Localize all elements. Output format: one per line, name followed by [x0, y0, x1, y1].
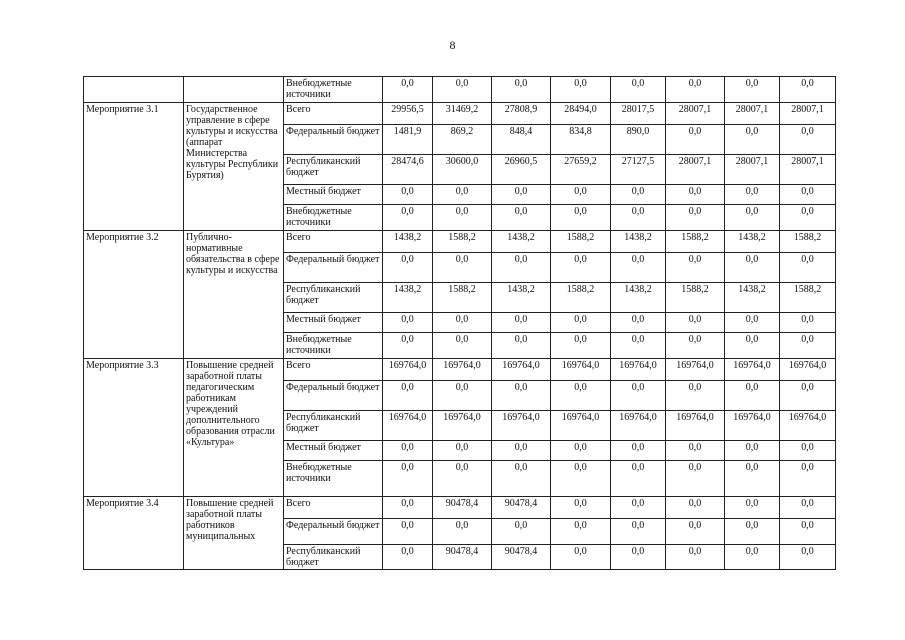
amount-cell: 28007,1 [725, 103, 780, 125]
amount-cell: 0,0 [611, 77, 666, 103]
measure-description [184, 77, 284, 103]
funding-source: Республиканский бюджет [284, 155, 383, 185]
table-row [84, 231, 836, 253]
amount-cell: 0,0 [666, 545, 725, 570]
amount-cell: 0,0 [383, 313, 433, 333]
amount-cell: 0,0 [551, 77, 611, 103]
amount-cell: 0,0 [725, 519, 780, 545]
amount-cell: 29956,5 [383, 103, 433, 125]
amount-cell: 0,0 [666, 441, 725, 461]
amount-cell: 169764,0 [666, 411, 725, 441]
amount-cell: 0,0 [551, 185, 611, 205]
amount-cell: 0,0 [383, 441, 433, 461]
amount-cell: 0,0 [492, 205, 551, 231]
amount-cell: 0,0 [780, 313, 836, 333]
amount-cell: 0,0 [433, 253, 492, 283]
amount-cell: 0,0 [725, 205, 780, 231]
amount-cell: 31469,2 [433, 103, 492, 125]
amount-cell: 1588,2 [666, 283, 725, 313]
amount-cell: 0,0 [433, 333, 492, 359]
amount-cell: 0,0 [551, 461, 611, 497]
funding-source: Всего [284, 103, 383, 125]
amount-cell: 27808,9 [492, 103, 551, 125]
amount-cell: 0,0 [383, 519, 433, 545]
amount-cell: 169764,0 [780, 359, 836, 381]
amount-cell: 0,0 [433, 185, 492, 205]
amount-cell: 1588,2 [433, 231, 492, 253]
amount-cell: 26960,5 [492, 155, 551, 185]
amount-cell: 0,0 [780, 519, 836, 545]
amount-cell: 0,0 [780, 461, 836, 497]
amount-cell: 0,0 [666, 77, 725, 103]
amount-cell: 0,0 [492, 381, 551, 411]
amount-cell: 28007,1 [780, 103, 836, 125]
amount-cell: 0,0 [725, 497, 780, 519]
amount-cell: 1588,2 [551, 283, 611, 313]
amount-cell: 0,0 [666, 125, 725, 155]
amount-cell: 0,0 [666, 461, 725, 497]
amount-cell: 1588,2 [551, 231, 611, 253]
table-row [84, 103, 836, 125]
amount-cell: 0,0 [780, 545, 836, 570]
amount-cell: 0,0 [492, 253, 551, 283]
amount-cell: 1588,2 [780, 283, 836, 313]
amount-cell: 169764,0 [433, 359, 492, 381]
amount-cell: 0,0 [725, 545, 780, 570]
amount-cell: 0,0 [725, 461, 780, 497]
amount-cell: 0,0 [551, 441, 611, 461]
amount-cell: 0,0 [383, 497, 433, 519]
budget-table [83, 76, 836, 570]
amount-cell: 0,0 [666, 519, 725, 545]
amount-cell: 0,0 [383, 77, 433, 103]
amount-cell: 0,0 [725, 381, 780, 411]
amount-cell: 90478,4 [492, 497, 551, 519]
amount-cell: 1481,9 [383, 125, 433, 155]
amount-cell: 0,0 [666, 497, 725, 519]
amount-cell: 0,0 [383, 185, 433, 205]
amount-cell: 0,0 [780, 185, 836, 205]
table-row [84, 497, 836, 519]
amount-cell: 169764,0 [383, 359, 433, 381]
amount-cell: 169764,0 [383, 411, 433, 441]
funding-source: Всего [284, 497, 383, 519]
amount-cell: 0,0 [611, 185, 666, 205]
amount-cell: 0,0 [383, 461, 433, 497]
amount-cell: 0,0 [725, 77, 780, 103]
table-row [84, 359, 836, 381]
amount-cell: 0,0 [492, 185, 551, 205]
amount-cell: 0,0 [492, 461, 551, 497]
funding-source: Местный бюджет [284, 441, 383, 461]
amount-cell: 0,0 [780, 441, 836, 461]
measure-label [84, 77, 184, 103]
amount-cell: 28017,5 [611, 103, 666, 125]
amount-cell: 0,0 [611, 461, 666, 497]
amount-cell: 0,0 [780, 205, 836, 231]
amount-cell: 0,0 [551, 519, 611, 545]
amount-cell: 0,0 [611, 381, 666, 411]
amount-cell: 169764,0 [492, 359, 551, 381]
amount-cell: 0,0 [383, 545, 433, 570]
measure-label: Мероприятие 3.1 [84, 103, 184, 231]
funding-source: Республиканский бюджет [284, 545, 383, 570]
amount-cell: 0,0 [383, 205, 433, 231]
funding-source: Всего [284, 231, 383, 253]
amount-cell: 169764,0 [551, 359, 611, 381]
amount-cell: 28007,1 [725, 155, 780, 185]
amount-cell: 0,0 [725, 125, 780, 155]
amount-cell: 1588,2 [433, 283, 492, 313]
amount-cell: 169764,0 [492, 411, 551, 441]
amount-cell: 0,0 [492, 441, 551, 461]
amount-cell: 0,0 [666, 333, 725, 359]
amount-cell: 30600,0 [433, 155, 492, 185]
amount-cell: 90478,4 [492, 545, 551, 570]
amount-cell: 0,0 [611, 205, 666, 231]
amount-cell: 169764,0 [611, 411, 666, 441]
amount-cell: 28007,1 [780, 155, 836, 185]
measure-description: Государственное управление в сфере культуры и искусства (аппарат Министерства культуры Республики Бурятия) [184, 103, 284, 231]
funding-source: Внебюджетные источники [284, 77, 383, 103]
amount-cell: 0,0 [780, 497, 836, 519]
amount-cell: 0,0 [433, 519, 492, 545]
amount-cell: 0,0 [551, 333, 611, 359]
amount-cell: 169764,0 [725, 411, 780, 441]
amount-cell: 0,0 [551, 253, 611, 283]
amount-cell: 0,0 [611, 497, 666, 519]
amount-cell: 0,0 [725, 441, 780, 461]
amount-cell: 0,0 [551, 205, 611, 231]
amount-cell: 0,0 [666, 185, 725, 205]
amount-cell: 169764,0 [725, 359, 780, 381]
amount-cell: 0,0 [725, 253, 780, 283]
amount-cell: 0,0 [551, 381, 611, 411]
page-number: 8 [449, 38, 456, 52]
amount-cell: 1588,2 [780, 231, 836, 253]
amount-cell: 0,0 [551, 313, 611, 333]
amount-cell: 890,0 [611, 125, 666, 155]
amount-cell: 0,0 [780, 77, 836, 103]
amount-cell: 0,0 [433, 77, 492, 103]
funding-source: Федеральный бюджет [284, 381, 383, 411]
amount-cell: 90478,4 [433, 497, 492, 519]
budget-table-body [84, 77, 836, 570]
measure-description: Повышение средней заработной платы работников муниципальных [184, 497, 284, 570]
amount-cell: 0,0 [725, 185, 780, 205]
amount-cell: 1438,2 [725, 283, 780, 313]
amount-cell: 1588,2 [666, 231, 725, 253]
amount-cell: 869,2 [433, 125, 492, 155]
amount-cell: 28007,1 [666, 103, 725, 125]
amount-cell: 27659,2 [551, 155, 611, 185]
amount-cell: 0,0 [492, 77, 551, 103]
amount-cell: 848,4 [492, 125, 551, 155]
measure-description: Повышение средней заработной платы педагогическим работникам учреждений дополнительного образования отрасли «Культура» [184, 359, 284, 497]
funding-source: Федеральный бюджет [284, 253, 383, 283]
funding-source: Федеральный бюджет [284, 519, 383, 545]
amount-cell: 90478,4 [433, 545, 492, 570]
amount-cell: 1438,2 [383, 283, 433, 313]
amount-cell: 0,0 [611, 333, 666, 359]
funding-source: Федеральный бюджет [284, 125, 383, 155]
funding-source: Внебюджетные источники [284, 461, 383, 497]
amount-cell: 0,0 [780, 381, 836, 411]
amount-cell: 169764,0 [666, 359, 725, 381]
amount-cell: 0,0 [551, 545, 611, 570]
funding-source: Местный бюджет [284, 313, 383, 333]
amount-cell: 0,0 [725, 313, 780, 333]
amount-cell: 0,0 [383, 381, 433, 411]
amount-cell: 0,0 [666, 313, 725, 333]
funding-source: Всего [284, 359, 383, 381]
amount-cell: 0,0 [780, 253, 836, 283]
amount-cell: 0,0 [780, 125, 836, 155]
amount-cell: 27127,5 [611, 155, 666, 185]
amount-cell: 169764,0 [780, 411, 836, 441]
amount-cell: 1438,2 [492, 231, 551, 253]
table-row [84, 77, 836, 103]
amount-cell: 834,8 [551, 125, 611, 155]
amount-cell: 0,0 [383, 253, 433, 283]
amount-cell: 0,0 [780, 333, 836, 359]
amount-cell: 169764,0 [611, 359, 666, 381]
amount-cell: 0,0 [611, 441, 666, 461]
funding-source: Республиканский бюджет [284, 283, 383, 313]
amount-cell: 0,0 [551, 497, 611, 519]
amount-cell: 0,0 [611, 253, 666, 283]
amount-cell: 0,0 [611, 313, 666, 333]
amount-cell: 0,0 [433, 441, 492, 461]
measure-description: Публично-нормативные обязательства в сфере культуры и искусства [184, 231, 284, 359]
amount-cell: 1438,2 [492, 283, 551, 313]
funding-source: Внебюджетные источники [284, 205, 383, 231]
amount-cell: 169764,0 [433, 411, 492, 441]
measure-label: Мероприятие 3.4 [84, 497, 184, 570]
amount-cell: 1438,2 [611, 231, 666, 253]
amount-cell: 0,0 [433, 313, 492, 333]
amount-cell: 0,0 [492, 333, 551, 359]
amount-cell: 28494,0 [551, 103, 611, 125]
amount-cell: 0,0 [433, 381, 492, 411]
amount-cell: 169764,0 [551, 411, 611, 441]
amount-cell: 28007,1 [666, 155, 725, 185]
funding-source: Республиканский бюджет [284, 411, 383, 441]
amount-cell: 0,0 [383, 333, 433, 359]
amount-cell: 1438,2 [383, 231, 433, 253]
amount-cell: 0,0 [666, 381, 725, 411]
amount-cell: 0,0 [611, 545, 666, 570]
amount-cell: 1438,2 [611, 283, 666, 313]
amount-cell: 0,0 [666, 253, 725, 283]
amount-cell: 0,0 [611, 519, 666, 545]
amount-cell: 0,0 [666, 205, 725, 231]
amount-cell: 28474,6 [383, 155, 433, 185]
funding-source: Местный бюджет [284, 185, 383, 205]
measure-label: Мероприятие 3.3 [84, 359, 184, 497]
funding-source: Внебюджетные источники [284, 333, 383, 359]
amount-cell: 0,0 [492, 313, 551, 333]
amount-cell: 0,0 [725, 333, 780, 359]
amount-cell: 1438,2 [725, 231, 780, 253]
amount-cell: 0,0 [433, 461, 492, 497]
measure-label: Мероприятие 3.2 [84, 231, 184, 359]
amount-cell: 0,0 [433, 205, 492, 231]
amount-cell: 0,0 [492, 519, 551, 545]
